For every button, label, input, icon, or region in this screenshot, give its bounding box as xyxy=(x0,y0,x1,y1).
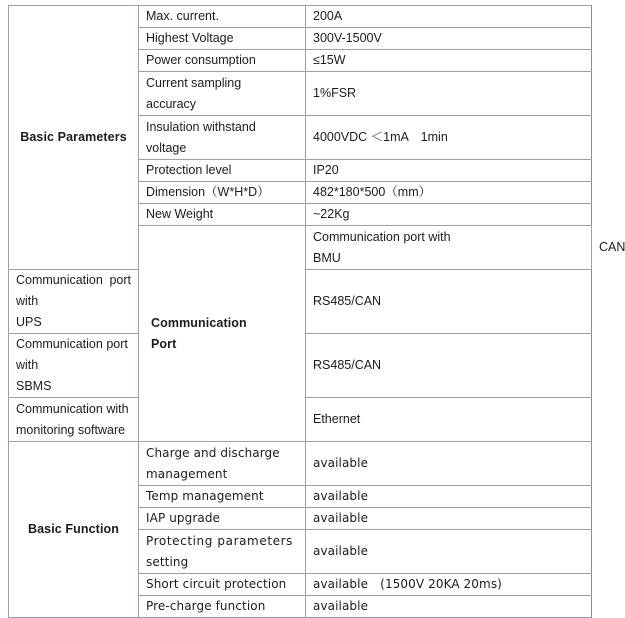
item-text-line2: UPS xyxy=(16,315,42,329)
item-label-iap-upgrade xyxy=(139,508,306,530)
item-text-line1: Insulation withstand xyxy=(146,119,256,134)
section-label-text: Basic Function xyxy=(28,522,119,536)
item-label-power-consumption xyxy=(139,50,306,72)
value-temp-management: available xyxy=(306,486,592,508)
item-text: Dimension（W*H*D） xyxy=(146,185,270,199)
table-row xyxy=(9,6,592,28)
item-text: Max. current. xyxy=(146,9,219,23)
table-row xyxy=(9,442,592,486)
item-text-line1: Communication port with xyxy=(16,273,131,308)
item-label-comm-port-bmu xyxy=(306,226,592,270)
item-label-current-sampling-accuracy xyxy=(139,72,306,116)
item-text: Short circuit protection xyxy=(146,577,287,591)
value-max-current: 200A xyxy=(306,6,592,28)
section-label-communication-port xyxy=(139,226,306,442)
item-label-max-current xyxy=(139,6,306,28)
item-text: Temp management xyxy=(146,489,264,503)
value-pre-charge-function: available xyxy=(306,596,592,618)
item-label-new-weight xyxy=(139,204,306,226)
value-comm-monitoring-software: Ethernet xyxy=(306,398,592,442)
item-label-comm-port-sbms xyxy=(9,334,139,398)
table-body xyxy=(9,6,625,618)
item-label-pre-charge-function xyxy=(139,596,306,618)
item-text-line2: setting xyxy=(146,554,189,569)
item-text: Protection level xyxy=(146,163,232,177)
value-dimension: 482*180*500（mm） xyxy=(306,182,592,204)
item-text-line1: Charge and discharge xyxy=(146,445,280,460)
item-text: Power consumption xyxy=(146,53,256,67)
item-text-line2: BMU xyxy=(313,250,341,265)
value-protection-level: IP20 xyxy=(306,160,592,182)
item-label-temp-management xyxy=(139,486,306,508)
table-row: Communication Port Communication port with BMU CAN xyxy=(9,226,592,270)
value-short-circuit-protection: available (1500V 20KA 20ms) xyxy=(306,574,592,596)
item-text-line2: management xyxy=(146,466,228,481)
item-label-protection-level xyxy=(139,160,306,182)
value-comm-port-ups: RS485/CAN xyxy=(306,270,592,334)
section-label-basic-parameters xyxy=(9,6,139,270)
item-label-insulation-withstand-voltage xyxy=(139,116,306,160)
item-label-protecting-parameters-setting xyxy=(139,530,306,574)
value-new-weight: ~22Kg xyxy=(306,204,592,226)
item-label-short-circuit-protection xyxy=(139,574,306,596)
section-label-text-line2: Port xyxy=(151,336,177,351)
item-text-line1: Communication port with xyxy=(16,337,128,372)
specification-table xyxy=(8,5,625,618)
item-label-charge-discharge-management xyxy=(139,442,306,486)
item-text-line1: Communication port with xyxy=(313,229,451,244)
item-label-comm-monitoring-software xyxy=(9,398,139,442)
specification-table-container xyxy=(8,5,625,618)
item-label-dimension xyxy=(139,182,306,204)
section-label-text: Basic Parameters xyxy=(20,130,127,144)
value-protecting-parameters-setting: available xyxy=(306,530,592,574)
item-label-highest-voltage xyxy=(139,28,306,50)
item-text-line2: accuracy xyxy=(146,96,197,111)
value-iap-upgrade: available xyxy=(306,508,592,530)
item-text-line1: Current sampling xyxy=(146,75,242,90)
value-comm-port-sbms: RS485/CAN xyxy=(306,334,592,398)
item-text-line2: SBMS xyxy=(16,379,52,393)
section-label-basic-function xyxy=(9,442,139,618)
item-text-line2: monitoring software xyxy=(16,422,126,437)
item-text-line1: Communication with xyxy=(16,401,129,416)
item-text-line1: Protecting parameters xyxy=(146,533,294,548)
item-text: IAP upgrade xyxy=(146,511,221,525)
value-charge-discharge-management: available xyxy=(306,442,592,486)
item-text-line2: voltage xyxy=(146,140,187,155)
item-text: New Weight xyxy=(146,207,214,221)
item-label-comm-port-ups xyxy=(9,270,139,334)
value-power-consumption: ≤15W xyxy=(306,50,592,72)
value-highest-voltage: 300V-1500V xyxy=(306,28,592,50)
section-label-text-line1: Communication xyxy=(151,315,247,330)
value-current-sampling-accuracy: 1%FSR xyxy=(306,72,592,116)
value-insulation-withstand-voltage: 4000VDC ＜1mA 1min xyxy=(306,116,592,160)
item-text: Highest Voltage xyxy=(146,31,234,45)
item-text: Pre-charge function xyxy=(146,599,266,613)
